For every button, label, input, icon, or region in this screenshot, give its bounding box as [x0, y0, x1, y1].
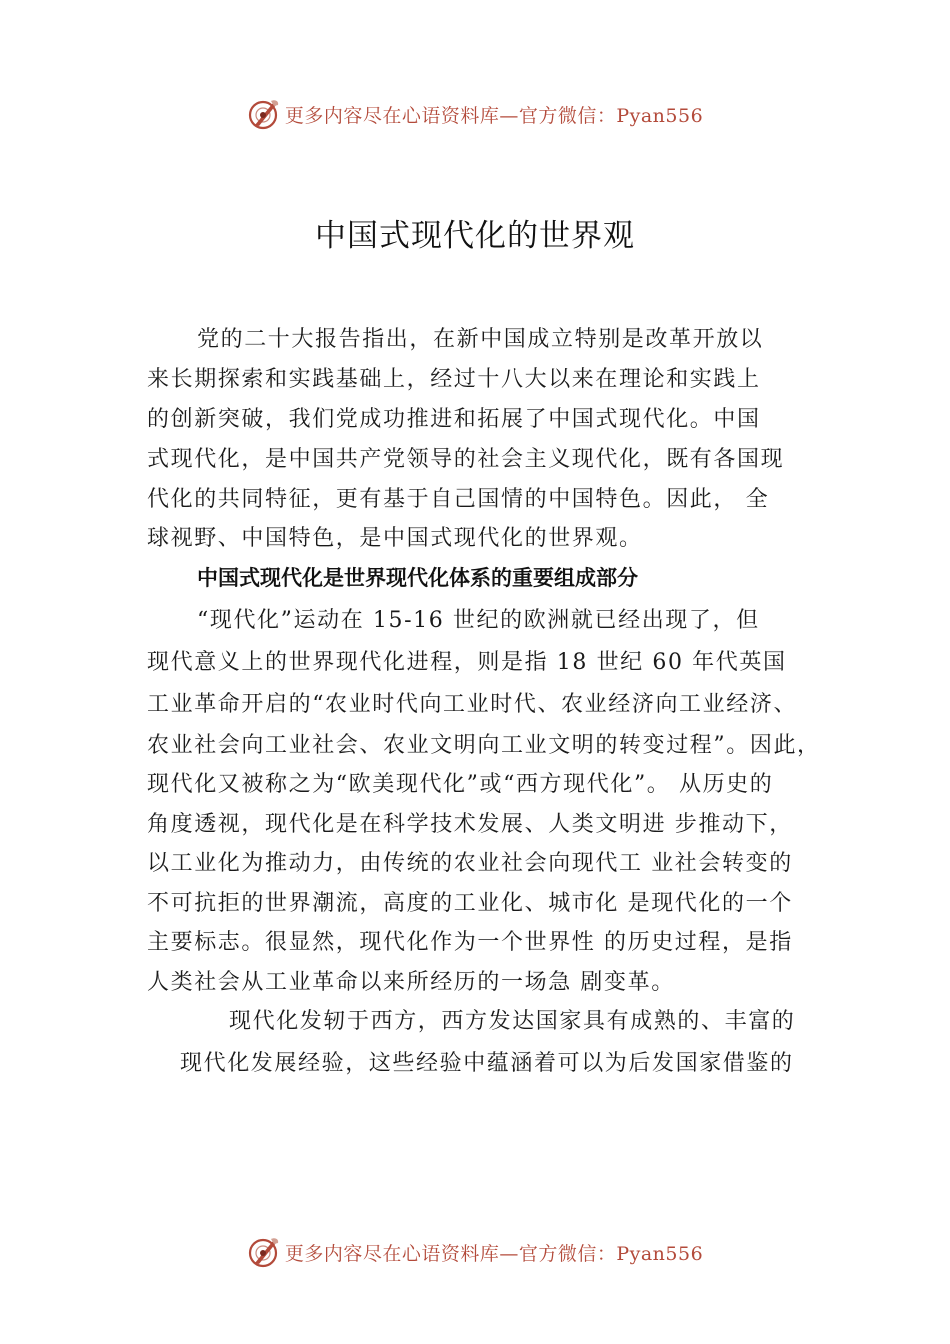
paragraph-line: 球视野、中国特色，是中国式现代化的世界观。 — [147, 526, 643, 551]
paragraph-line: 人类社会从工业革命以来所经历的一场急 剧变革。 — [147, 970, 675, 995]
paragraph-line: 现代化发轫于西方，西方发达国家具有成熟的、丰富的 — [229, 1009, 796, 1034]
paragraph-line: 以工业化为推动力，由传统的农业社会向现代工 业社会转变的 — [147, 851, 793, 876]
document-title: 中国式现代化的世界观 — [315, 218, 635, 254]
paragraph-line: 式现代化，是中国共产党领导的社会主义现代化，既有各国现 — [147, 447, 785, 472]
paragraph-line: 现代化发展经验，这些经验中蕴涵着可以为后发国家借鉴的 — [180, 1051, 794, 1076]
paragraph-line: 的创新突破，我们党成功推进和拓展了中国式现代化。中国 — [147, 407, 761, 432]
watermark-banner-top — [0, 94, 950, 134]
watermark-text: 更多内容尽在心语资料库—官方微信：Pyan556 — [284, 104, 704, 127]
paragraph-line: “现代化”运动在 15-16 世纪的欧洲就已经出现了，但 — [197, 608, 760, 633]
paragraph-line: 现代意义上的世界现代化进程，则是指 18 世纪 60 年代英国 — [147, 650, 787, 675]
paragraph-line: 工业革命开启的“农业时代向工业时代、农业经济向工业经济、 — [147, 692, 798, 717]
quill-pen-seal-icon — [247, 1235, 281, 1269]
paragraph-line: 现代化又被称之为“欧美现代化”或“西方现代化”。 从历史的 — [147, 772, 774, 797]
quill-pen-seal-icon — [247, 97, 281, 131]
paragraph-line: 来长期探索和实践基础上，经过十八大以来在理论和实践上 — [147, 367, 761, 392]
paragraph-line: 党的二十大报告指出，在新中国成立特别是改革开放以 — [197, 327, 764, 352]
paragraph-line: 农业社会向工业社会、农业文明向工业文明的转变过程”。因此， — [147, 733, 821, 758]
paragraph-line: 不可抗拒的世界潮流，高度的工业化、城市化 是现代化的一个 — [147, 891, 793, 916]
watermark-text: 更多内容尽在心语资料库—官方微信：Pyan556 — [284, 1242, 704, 1265]
watermark-banner-bottom — [0, 1232, 950, 1272]
paragraph-line: 主要标志。很显然，现代化作为一个世界性 的历史过程，是指 — [147, 930, 793, 955]
section-heading: 中国式现代化是世界现代化体系的重要组成部分 — [197, 566, 638, 590]
paragraph-line: 代化的共同特征，更有基于自己国情的中国特色。因此， 全 — [147, 487, 770, 512]
paragraph-line: 角度透视，现代化是在科学技术发展、人类文明进 步推动下， — [147, 812, 793, 837]
